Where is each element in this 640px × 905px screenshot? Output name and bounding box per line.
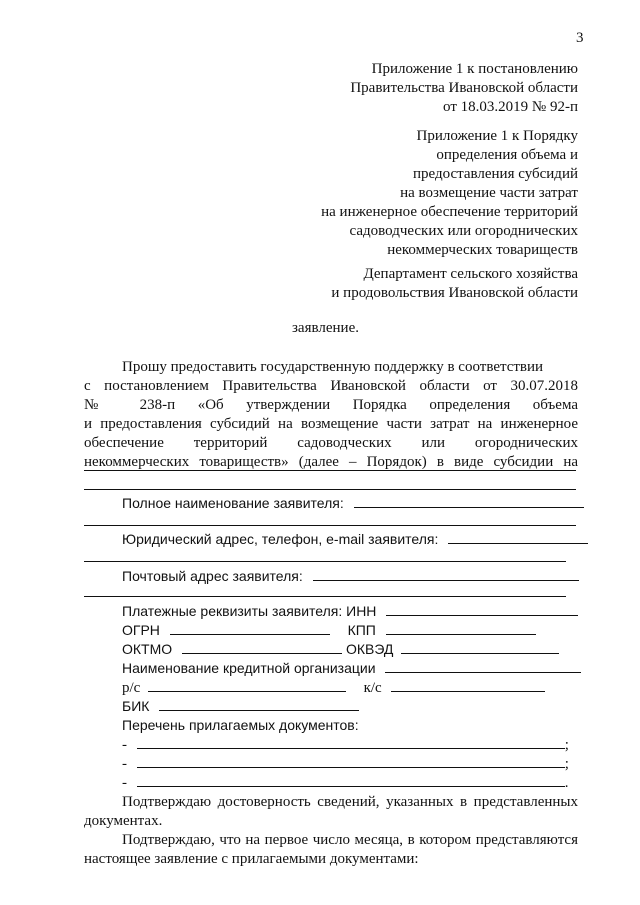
ogrn-input[interactable] [170, 621, 330, 635]
field-label: Платежные реквизиты заявителя: ИНН [122, 603, 377, 619]
field-full-name [122, 494, 584, 513]
intro-paragraph [84, 358, 578, 472]
header-line: Приложение 1 к постановлению [371, 61, 578, 77]
intro-line: № 238-п «Об утверждении Порядка определения объема [84, 397, 578, 413]
confirm-line: Подтверждаю, что на первое число месяца, в котором представляются [122, 832, 578, 848]
header-line: Правительства Ивановской области [350, 80, 578, 96]
field-label: ОГРН [122, 622, 160, 638]
fill-line[interactable] [84, 525, 576, 526]
doc-list-item: - . [122, 775, 569, 791]
header-line: определения объема и [436, 147, 578, 163]
document-title: заявление. [292, 320, 359, 336]
legal-address-input[interactable] [448, 530, 588, 544]
postal-address-input[interactable] [313, 567, 579, 581]
header-line: садоводческих или огороднических [349, 223, 578, 239]
field-bik [122, 697, 359, 716]
fill-line[interactable] [84, 489, 576, 490]
bik-input[interactable] [159, 697, 359, 711]
kpp-input[interactable] [386, 621, 536, 635]
doc-list-item: - ; [122, 737, 569, 753]
appendix-header-procedure [321, 127, 578, 260]
field-ogrn-kpp [122, 621, 536, 640]
field-label: ОКТМО [122, 641, 173, 657]
intro-line: и предоставления субсидий на возмещение части затрат на инженерное [84, 416, 578, 432]
addressee-line: Департамент сельского хозяйства [363, 266, 578, 282]
field-payment-inn [122, 602, 578, 621]
field-label: к/с [363, 680, 382, 696]
fill-line[interactable] [84, 561, 566, 562]
field-bank [122, 659, 581, 678]
doc-list-item: - ; [122, 756, 569, 772]
field-oktmo-okved [122, 640, 559, 659]
intro-line: обеспечение территорий садоводческих или огороднических [84, 435, 578, 451]
addressee-line: и продовольствия Ивановской области [331, 285, 578, 301]
intro-line: с постановлением Правительства Ивановской области от 30.07.2018 [84, 378, 578, 394]
field-docs-list [122, 716, 359, 735]
confirm-paragraph-1 [84, 793, 578, 831]
bank-input[interactable] [385, 659, 581, 673]
field-legal-address [122, 530, 588, 549]
header-line: Приложение 1 к Порядку [416, 128, 578, 144]
field-label: КПП [347, 622, 376, 638]
field-label: Юридический адрес, телефон, e-mail заявителя: [122, 531, 439, 547]
confirm-paragraph-2 [84, 831, 578, 869]
doc-item-input[interactable] [137, 773, 565, 787]
doc-item-input[interactable] [137, 735, 565, 749]
field-postal-address [122, 567, 579, 586]
rs-input[interactable] [148, 678, 346, 692]
oktmo-input[interactable] [182, 640, 342, 654]
field-label: Перечень прилагаемых документов: [122, 717, 359, 733]
field-label: Наименование кредитной организации [122, 660, 376, 676]
fill-line[interactable] [84, 596, 566, 597]
field-label: ОКВЭД [345, 641, 394, 657]
field-label: р/с [122, 680, 141, 696]
header-line: на возмещение части затрат [400, 185, 578, 201]
header-line: предоставления субсидий [412, 166, 578, 182]
ks-input[interactable] [391, 678, 545, 692]
fill-line[interactable] [84, 470, 576, 471]
intro-line: некоммерческих товариществ» (далее – Порядок) в виде субсидии на [84, 454, 578, 470]
field-label: БИК [122, 698, 150, 714]
header-line: от 18.03.2019 № 92-п [443, 99, 578, 115]
confirm-line: Подтверждаю достоверность сведений, указанных в представленных [122, 794, 578, 810]
okved-input[interactable] [401, 640, 559, 654]
full-name-input[interactable] [354, 494, 584, 508]
field-label: Почтовый адрес заявителя: [122, 568, 303, 584]
field-rs-ks [122, 678, 545, 698]
header-line: на инженерное обеспечение территорий [321, 204, 578, 220]
confirm-line: настоящее заявление с прилагаемыми документами: [84, 851, 419, 867]
header-line: некоммерческих товариществ [387, 242, 578, 258]
doc-item-input[interactable] [137, 754, 565, 768]
appendix-header-resolution [350, 60, 578, 117]
confirm-line: документах. [84, 813, 163, 829]
addressee [331, 265, 578, 303]
inn-input[interactable] [386, 602, 578, 616]
page-number: 3 [576, 30, 584, 46]
field-label: Полное наименование заявителя: [122, 495, 344, 511]
intro-line: Прошу предоставить государственную поддержку в соответствии [122, 359, 544, 375]
